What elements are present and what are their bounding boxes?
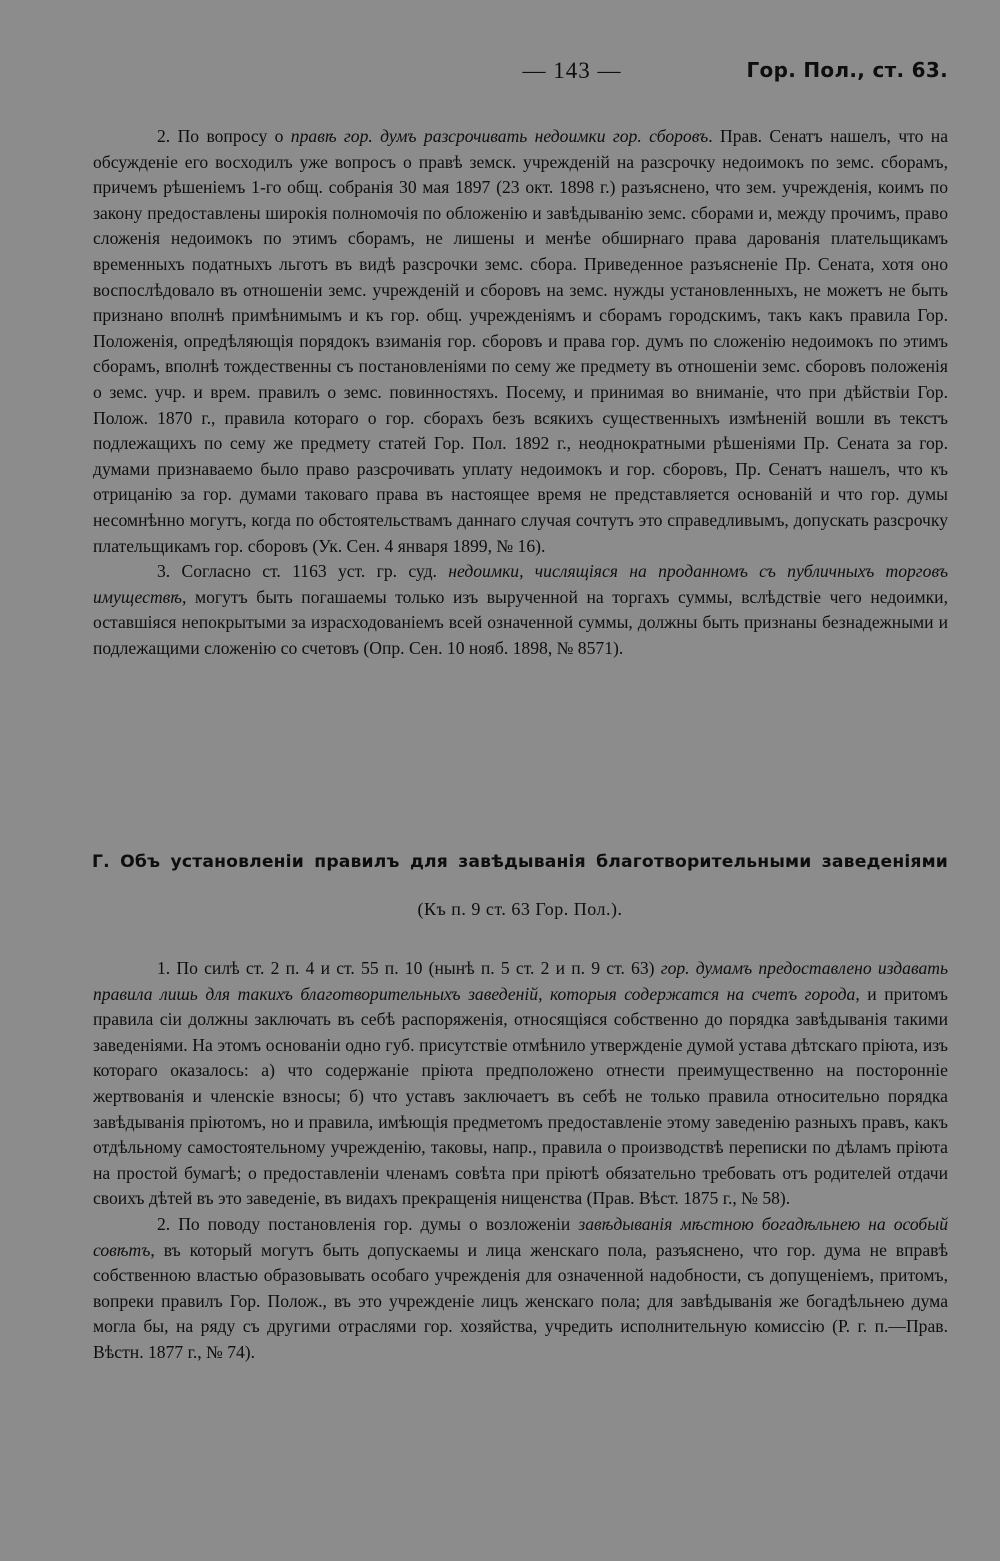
paragraph-1 — [93, 956, 948, 1212]
section-subheading: (Къ п. 9 ст. 63 Гор. Пол.). — [417, 899, 623, 919]
paragraph-number: 3. — [157, 561, 171, 582]
paragraph-body: , и притомъ правила сіи должны заключать въ себѣ распоряженія, относящіяся собственно до порядка завѣдыванія такими заведеніями. На этомъ основаніи одно губ. присутствіе отмѣнило утвержденіе думой устава дѣтскаго пріюта, изъ котораго оказалось: а) что содержаніе пріюта предположено отнести преимущественно на посторонніе жертвованія и членскіе взносы; б) что уставъ заключаетъ въ себѣ не только правила относительно порядка завѣдыванія пріютомъ, но и правила, имѣющія предметомъ предоставленіе этому заведенію разныхъ правъ, какъ отдѣльному самостоятельному учрежденію, таковы, напр., правила о производствѣ переписки по дѣламъ пріюта на простой бумагѣ; о предоставленіи членамъ совѣта при пріютѣ обязательно требовать отъ родителей отдачи своихъ дѣтей въ это заведеніе, въ видахъ прекращенія нищенства (Прав. Вѣст. 1875 г., № 58). — [93, 983, 948, 1209]
paragraph-2 — [93, 124, 948, 559]
paragraph-italic-phrase: гор. думамъ предоставлено издавать правила лишь для такихъ благотворительныхъ заведеній, которыя содержатся на счетъ города — [93, 958, 948, 1004]
paragraph-2b — [93, 1212, 948, 1366]
section-heading: Г. Объ установленіи правилъ для завѣдыванія благотворительными заведеніями — [92, 852, 948, 872]
paragraph-italic-phrase: правѣ гор. думъ разсрочивать недоимки гор. сборовъ — [290, 126, 709, 146]
paragraph-lead: По вопросу о — [170, 126, 291, 146]
paragraph-italic-phrase: завѣдыванія мѣстною богадѣльнею на особый совѣтъ — [93, 1213, 948, 1260]
paragraph-body: , могутъ быть погашаемы только изъ вырученной на торгахъ суммы, вслѣдствіе чего недоимки, оставшіяся непокрытыми за израсходованіемъ всей означенной суммы, должны быть признаны безнадежными и подлежащими сложенію со счетовъ (Опр. Сен. 10 нояб. 1898, № 8571). — [93, 586, 948, 658]
paragraph-body: , въ который могутъ быть допускаемы и лица женскаго пола, разъяснено, что гор. дума не вправѣ собственною властью образовывать особаго учрежденія для означенной надобности, съ допущеніемъ, притомъ, вопреки правилъ Гор. Полож., въ это учрежденіе лицъ женскаго пола; для завѣдыванія же богадѣльнею дума могла бы, на ряду съ другими отраслями гор. хозяйства, учредить исполнительную комиссію (Р. г. п.—Прав. Вѣстн. 1877 г., № 74). — [93, 1239, 948, 1362]
paragraph-number: 2. — [157, 1213, 171, 1234]
page-number: — 143 — — [522, 58, 622, 83]
paragraph-3 — [93, 559, 948, 661]
paragraph-italic-phrase: недоимки, числящіяся на проданномъ съ публичныхъ торговъ имуществѣ — [93, 561, 949, 607]
paragraph-group-b — [93, 956, 948, 1366]
section-reference: Гор. Пол., ст. 63. — [746, 58, 948, 82]
paragraph-body: . Прав. Сенатъ нашелъ, что на обсужденіе его восходилъ уже вопросъ о правѣ земск. учрежденій на разсрочку недоимокъ по земс. сборамъ, причемъ рѣшеніемъ 1-го общ. собранія 30 мая 1897 (23 окт. 1898 г.) разъяснено, что зем. учрежденія, коимъ по закону предоставлены широкія полномочія по обложенію и завѣдыванію земс. сборами и, между прочимъ, право сложенія недоимокъ по этимъ сборамъ, не лишены и менѣе обширнаго права дарованія плательщикамъ временныхъ податныхъ льготъ въ видѣ разсрочки земс. сбора. Приведенное разъясненіе Пр. Сената, хотя оно воспослѣдовало въ отношеніи земс. учрежденій и сборовъ на земс. нужды установленныхъ, не можетъ не быть признано вполнѣ примѣнимымъ и къ гор. общ. учрежденіямъ и сборамъ городскимъ, такъ какъ правила Гор. Положенія, опредѣляющія порядокъ взиманія гор. сборовъ и права гор. думъ по сложенію недоимокъ по этимъ сборамъ, вполнѣ тождественны съ постановленіями по сему же предмету въ отношеніи земс. сборовъ положенія о земс. учр. и врем. правилъ о земс. повинностяхъ. Посему, и принимая во вниманіе, что при дѣйствіи Гор. Полож. 1870 г., правила котораго о гор. сборахъ безъ всякихъ существенныхъ измѣненій вошли въ текстъ подлежащихъ по сему же предмету статей Гор. Пол. 1892 г., неоднократными рѣшеніями Пр. Сената за гор. думами признаваемо было право разсрочивать уплату недоимокъ и гор. сборовъ, Пр. Сенатъ нашелъ, что къ отрицанію за гор. думами таковаго права въ настоящее время не представляется основаній и что гор. думы несомнѣнно могутъ, когда по обстоятельствамъ даннаго случая сочтутъ это справедливымъ, допускать разсрочку плательщикамъ гор. сборовъ (Ук. Сен. 4 января 1899, № 16). — [93, 126, 949, 556]
paragraph-group-a — [93, 124, 948, 661]
paragraph-number: 1. — [157, 958, 171, 978]
paragraph-lead: По поводу постановленія гор. думы о возложеніи — [170, 1213, 579, 1234]
paragraph-number: 2. — [157, 126, 171, 146]
paragraph-lead: Согласно ст. 1163 уст. гр. суд. — [170, 561, 449, 582]
paragraph-lead: По силѣ ст. 2 п. 4 и ст. 55 п. 10 (нынѣ п. 5 ст. 2 и п. 9 ст. 63) — [170, 958, 661, 978]
running-head — [92, 58, 948, 92]
